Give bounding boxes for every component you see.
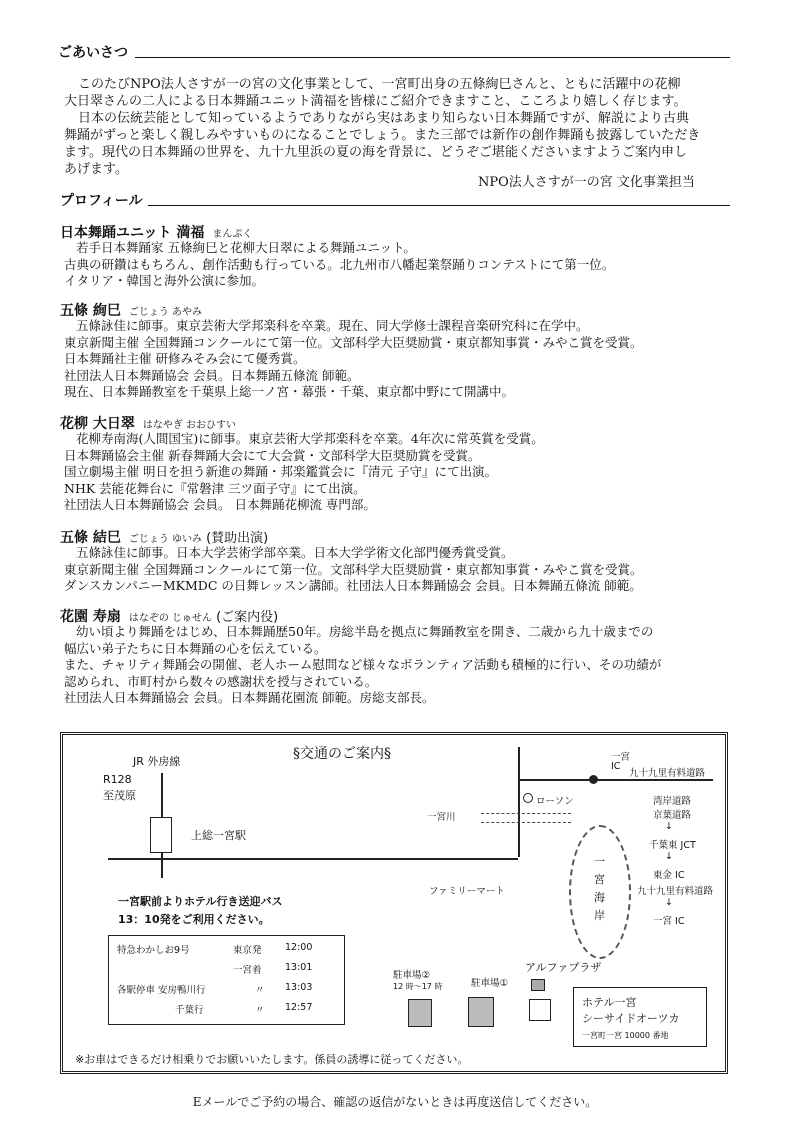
direction-step: 一宮 IC (653, 916, 685, 927)
greeting-heading: ごあいさつ (58, 45, 128, 61)
profile-reading: ごじょう あやみ (128, 307, 203, 318)
car-notice: ※お車はできるだけ相乗りでお願いいたします。係員の誘導に従ってください。 (75, 1053, 469, 1066)
toll-road-line (518, 779, 713, 781)
profile-text (64, 545, 642, 595)
profile-line: 日本舞踊協会主催 新春舞踊大会にて大会賞・文部科学大臣奨励賞を受賞。 (64, 447, 481, 463)
profile-line: 社団法人日本舞踊協会 会員。 日本舞踊花柳流 専門部。 (64, 497, 376, 512)
footer-note: Eメールでご予約の場合、確認の返信がないときは再度送信してください。 (192, 1095, 598, 1109)
profile-name-text: 花柳 大日翠 (60, 416, 135, 432)
timetable-train: 千葉行 (175, 1005, 204, 1016)
parking1-label: 駐車場① (471, 978, 509, 989)
parking1-box (468, 997, 494, 1027)
profile-line: 幼い頃より舞踊をはじめ、日本舞踊歴50年。房総半島を拠点に舞踊教室を開き、二歳から九十歳までの (76, 624, 654, 639)
profile-line: NHK 芸能花舞台に『常磐津 三ツ面子守』にて出演。 (64, 480, 366, 496)
access-map (60, 732, 728, 1074)
hotel-name: ホテル一宮 (582, 996, 637, 1009)
profile-line: 若手日本舞踊家 五條絢巳と花柳大日翠による舞踊ユニット。 (76, 240, 416, 255)
timetable-train: 各駅停車 安房鴨川行 (117, 985, 206, 996)
profile-heading: プロフィール (60, 193, 143, 209)
map-title: §交通のご案内§ (293, 746, 391, 762)
alfa-plaza-box (531, 979, 545, 991)
greeting-rule (135, 57, 730, 58)
profile-line: 現在、日本舞踊教室を千葉県上総一ノ宮・幕張・千葉、東京都中野にて開講中。 (64, 384, 515, 399)
main-road (108, 858, 518, 860)
parking2-label: 駐車場② (393, 970, 431, 981)
bus-notice-time: 13：10発をご利用ください。 (118, 913, 270, 926)
profile-line: また、チャリティ舞踊会の開催、老人ホーム慰問など様々なボランティア活動も積極的に行い、その功績が (64, 657, 662, 672)
station-label: 上総一宮駅 (191, 829, 246, 842)
profile-line: 東京新聞主催 全国舞踊コンクールにて第一位。文部科学大臣奨励賞・東京都知事賞・みやこ賞を受賞。 (64, 334, 643, 350)
direction-step: 九十九里有料道路 (637, 886, 714, 897)
direction-step: 湾岸道路 (653, 796, 692, 807)
river-label: 一宮川 (427, 812, 456, 823)
hotel-callout (573, 987, 707, 1047)
beach-label: 一 (594, 855, 605, 868)
profile-name (60, 222, 252, 242)
timetable (108, 935, 345, 1025)
station-icon (150, 817, 172, 853)
profile-line: 古典の研鑽はもちろん、創作活動も行っている。北九州市八幡起業祭踊りコンテストにて第一位。 (64, 256, 615, 272)
greeting-line-1: このたびNPO法人さすが一の宮の文化事業として、一宮町出身の五條絢巳さんと、ともに活躍中の花柳 (78, 77, 681, 92)
profile-rule (148, 205, 730, 206)
profile-name-text: 五條 絢巳 (60, 303, 121, 319)
direction-step: 千葉東 JCT (649, 840, 696, 851)
greeting-line-4: 舞踊がずっと楽しく親しみやすいものになることでしょう。また三部では新作の創作舞踊も披露していただき (64, 128, 701, 143)
profile-line: 日本舞踊社主催 研修みそみ会にて優秀賞。 (64, 351, 306, 366)
profile-line: 五條詠佳に師事。日本大学芸術学部卒業。日本大学学術文化部門優秀賞受賞。 (76, 545, 514, 560)
greeting-line-3: 日本の伝統芸能として知っているようでありながら実はあまり知らない日本舞踊ですが、解説により古典 (78, 111, 690, 126)
timetable-time: 13:01 (285, 962, 313, 973)
ic-label-2: IC (611, 761, 621, 772)
profile-name (60, 413, 236, 433)
greeting-line-2: 大日翠さんの二人による日本舞踊ユニット満福を皆様にご紹介できますこと、こころより嬉しく存じます。 (64, 94, 687, 109)
profile-line: 五條詠佳に師事。東京芸術大学邦楽科を卒業。現在、同大学修士課程音楽研究科に在学中。 (76, 318, 589, 333)
profile-role: (ご案内役) (216, 610, 279, 625)
profile-text (64, 318, 642, 401)
direction-arrow-icon: ↓ (665, 897, 673, 908)
profile-line: 花柳寿南海(人間国宝)に師事。東京芸術大学邦楽科を卒業。4年次に常英賞を受賞。 (76, 431, 544, 446)
parking2-hours: 12 時〜17 時 (393, 982, 443, 991)
timetable-time: 12:57 (285, 1002, 313, 1013)
direction-step: 京葉道路 (653, 810, 692, 821)
beach-label: 岸 (594, 909, 605, 922)
toll-road-label: 九十九里有料道路 (629, 768, 706, 779)
lawson-label: ローソン (536, 796, 574, 807)
hotel-address: 一宮町一宮 10000 番地 (582, 1031, 669, 1040)
profile-text (64, 431, 544, 514)
ic-label: 一宮 (611, 752, 631, 763)
beach-label: 宮 (594, 873, 605, 886)
bus-notice: 一宮駅前よりホテル行き送迎バス (118, 895, 283, 908)
profile-line: 社団法人日本舞踊協会 会員。日本舞踊花園流 師範。房総支部長。 (64, 690, 435, 705)
alfa-plaza-label: アルファプラザ (525, 961, 602, 974)
timetable-station: 一宮着 (233, 965, 262, 976)
profile-line: 社団法人日本舞踊協会 会員。日本舞踊五條流 師範。 (64, 367, 360, 383)
profile-line: 国立劇場主催 明日を担う新進の舞踊・邦楽鑑賞会に『清元 子守』にて出演。 (64, 464, 497, 479)
lawson-icon (523, 793, 533, 803)
timetable-station: 〃 (255, 985, 265, 996)
familymart-label: ファミリーマート (429, 886, 505, 897)
parking2-box (408, 999, 432, 1027)
beach-label: 海 (594, 891, 605, 904)
profile-line: 東京新聞主催 全国舞踊コンクールにて第一位。文部科学大臣奨励賞・東京都知事賞・みやこ賞を受賞。 (64, 561, 643, 577)
route-label: R128 (103, 773, 132, 786)
jr-line-label: JR 外房線 (133, 755, 181, 768)
direction-arrow-icon: ↓ (665, 821, 673, 832)
profile-line: 認められ、市町村から数々の感謝状を授与されている。 (64, 673, 378, 689)
greeting-line-6: あげます。 (64, 162, 128, 177)
timetable-time: 13:03 (285, 982, 313, 993)
profile-name-text: 五條 結巳 (60, 530, 121, 546)
profile-text (64, 624, 661, 707)
profile-name-text: 日本舞踊ユニット 満福 (60, 225, 205, 241)
direction-arrow-icon: ↓ (665, 851, 673, 862)
profile-line: 幅広い弟子たちに日本舞踊の心を伝えている。 (64, 640, 327, 656)
direction-step: 東金 IC (653, 870, 685, 881)
route-destination: 至茂原 (103, 789, 136, 802)
ic-marker-icon (589, 775, 598, 784)
profile-name (60, 606, 278, 626)
hotel-name-2: シーサイドオーツカ (582, 1012, 680, 1025)
profile-reading: まんぷく (212, 229, 253, 240)
profile-name (60, 527, 268, 547)
greeting-line-5: ます。現代の日本舞踊の世界を、九十九里浜の夏の海を背景に、どうぞご堪能くださいますようご案内申し (64, 145, 687, 160)
profile-line: イタリア・韓国と海外公演に参加。 (64, 273, 265, 288)
hotel-box (529, 999, 551, 1021)
river-icon (481, 813, 571, 823)
profile-name (60, 300, 202, 320)
greeting-signature: NPO法人さすが一の宮 文化事業担当 (478, 175, 695, 190)
profile-reading: はなぞの じゅせん (128, 613, 213, 624)
profile-line: ダンスカンパニーMKMDC の日舞レッスン講師。社団法人日本舞踊協会 会員。日本舞踊五條流 師範。 (64, 578, 642, 593)
profile-reading: はなやぎ おおひすい (142, 420, 237, 431)
profile-reading: ごじょう ゆいみ (128, 534, 203, 545)
profile-name-text: 花園 寿扇 (60, 609, 121, 625)
profile-text (64, 240, 614, 290)
timetable-time: 12:00 (285, 942, 313, 953)
profile-role: (賛助出演) (206, 531, 269, 546)
timetable-train: 特急わかしお9号 (117, 945, 190, 956)
timetable-station: 〃 (255, 1005, 265, 1016)
coastal-road (518, 747, 520, 857)
timetable-station: 東京発 (233, 945, 262, 956)
